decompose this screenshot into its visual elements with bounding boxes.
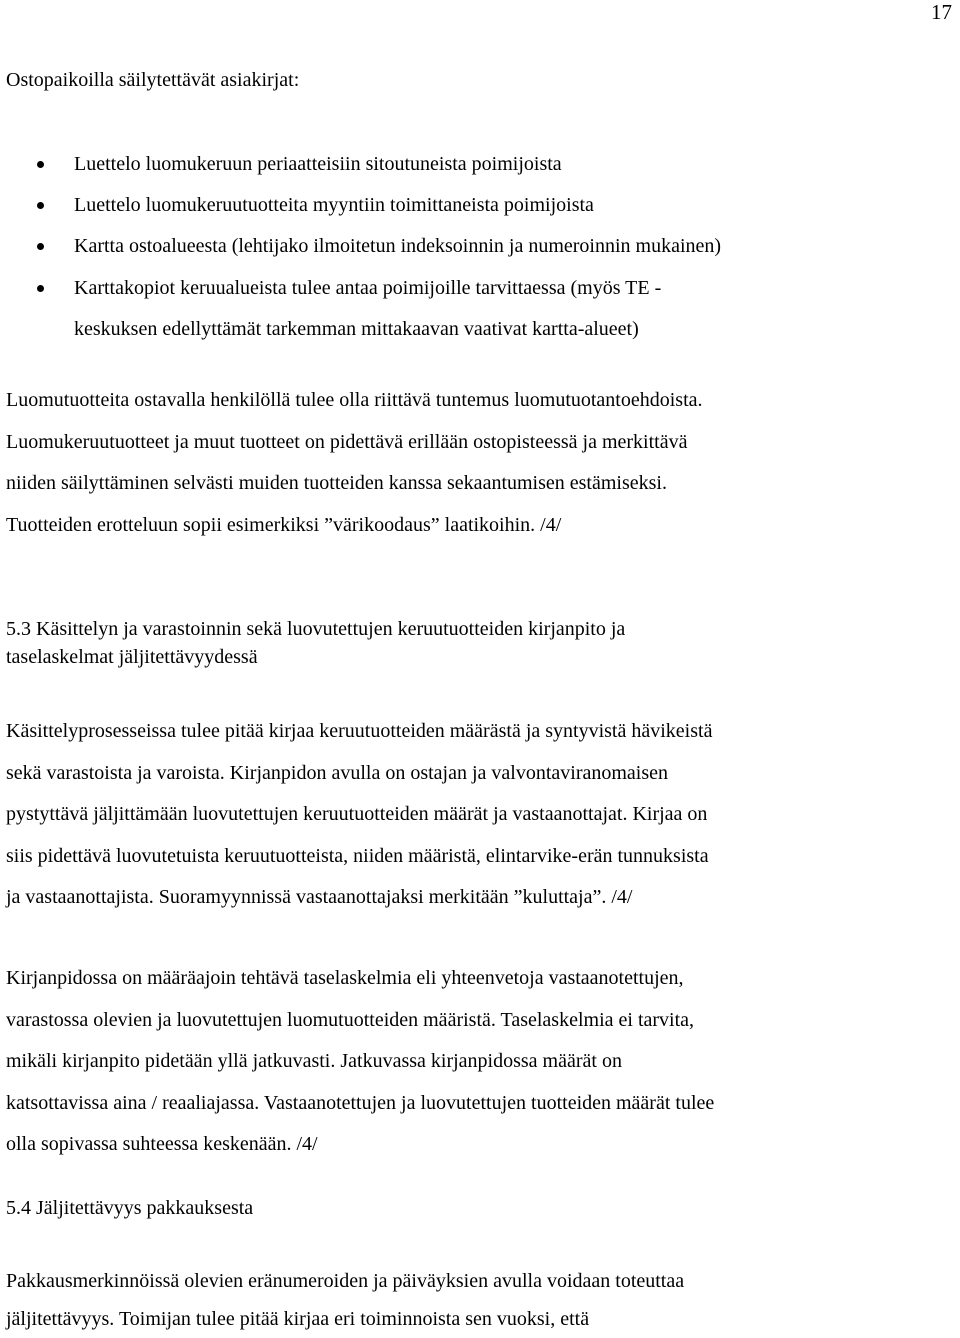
text-line: olla sopivassa suhteessa keskenään. /4/ [6,1133,318,1155]
text-line: varastossa olevien ja luovutettujen luomutuotteiden määristä. Taselaskelmia ei tarvita, [6,1008,695,1031]
text-line: Pakkausmerkinnöissä olevien eränumeroiden ja päiväyksien avulla voidaan toteuttaa [6,1270,685,1292]
list-item-text: Kartta ostoalueesta (lehtijako ilmoitetun indeksoinnin ja numeroinnin mukainen) [74,235,722,258]
list-item-text: Luettelo luomukeruutuotteita myyntiin toimittaneista poimijoista [74,194,594,217]
list-item [0,185,950,226]
text-line: pystyttävä jäljittämään luovutettujen keruutuotteiden määrät ja vastaanottajat. Kirjaa on [6,803,708,825]
list-item-text-continued: keskuksen edellyttämät tarkemman mittakaavan vaativat kartta-alueet) [74,317,639,340]
list-item [0,144,950,185]
paragraph-packaging-traceability [6,1262,956,1338]
list-item-text: Luettelo luomukeruun periaatteisiin sitoutuneista poimijoista [74,153,562,175]
section-heading-5-3 [6,615,956,671]
text-line: Kirjanpidossa on määräajoin tehtävä taselaskelmia eli yhteenvetoja vastaanotettujen, [6,967,684,989]
section-heading-5-4: 5.4 Jäljitettävyys pakkauksesta [6,1197,254,1219]
bullet-dot-icon [37,202,44,209]
text-line: siis pidettävä luovutetuista keruutuotteista, niiden määristä, elintarvike-erän tunnuksista [6,844,709,867]
text-line: Tuotteiden erotteluun sopii esimerkiksi ”värikoodaus” laatikoihin. /4/ [6,513,562,536]
page-number: 17 [931,0,952,24]
list-item [0,226,950,267]
text-line: Luomukeruutuotteet ja muut tuotteet on pidettävä erillään ostopisteessä ja merkittävä [6,430,688,453]
bullet-list [0,144,950,350]
list-item-text: Karttakopiot keruualueista tulee antaa poimijoille tarvittaessa (myös TE - [74,276,662,299]
text-line: sekä varastoista ja varoista. Kirjanpidon avulla on ostajan ja valvontaviranomaisen [6,761,669,784]
text-line: ja vastaanottajista. Suoramyynnissä vastaanottajaksi merkitään ”kuluttaja”. /4/ [6,886,633,908]
bullet-dot-icon [37,243,44,250]
heading-line: 5.3 Käsittelyn ja varastoinnin sekä luovutettujen keruutuotteiden kirjanpito ja [6,618,626,640]
paragraph-processing-records [6,711,956,919]
text-line: Käsittelyprosesseissa tulee pitää kirjaa keruutuotteiden määrästä ja syntyvistä hävikeistä [6,720,713,742]
list-item [0,268,950,350]
paragraph-balance-calculations [6,958,956,1166]
bullet-dot-icon [37,161,44,168]
text-line: niiden säilyttäminen selvästi muiden tuotteiden kanssa sekaantumisen estämiseksi. [6,472,667,494]
text-line: mikäli kirjanpito pidetään yllä jatkuvasti. Jatkuvassa kirjanpidossa määrät on [6,1050,622,1072]
intro-heading: Ostopaikoilla säilytettävät asiakirjat: [6,69,300,91]
text-line: jäljitettävyys. Toimijan tulee pitää kirjaa eri toiminnoista sen vuoksi, että [6,1308,590,1330]
bullet-dot-icon [37,285,44,292]
heading-line: taselaskelmat jäljitettävyydessä [6,646,258,668]
paragraph-buyer-knowledge [6,380,956,546]
text-line: Luomutuotteita ostavalla henkilöllä tulee olla riittävä tuntemus luomutuotantoehdoista. [6,389,703,411]
text-line: katsottavissa aina / reaaliajassa. Vastaanotettujen ja luovutettujen tuotteiden määrät tulee [6,1091,715,1114]
